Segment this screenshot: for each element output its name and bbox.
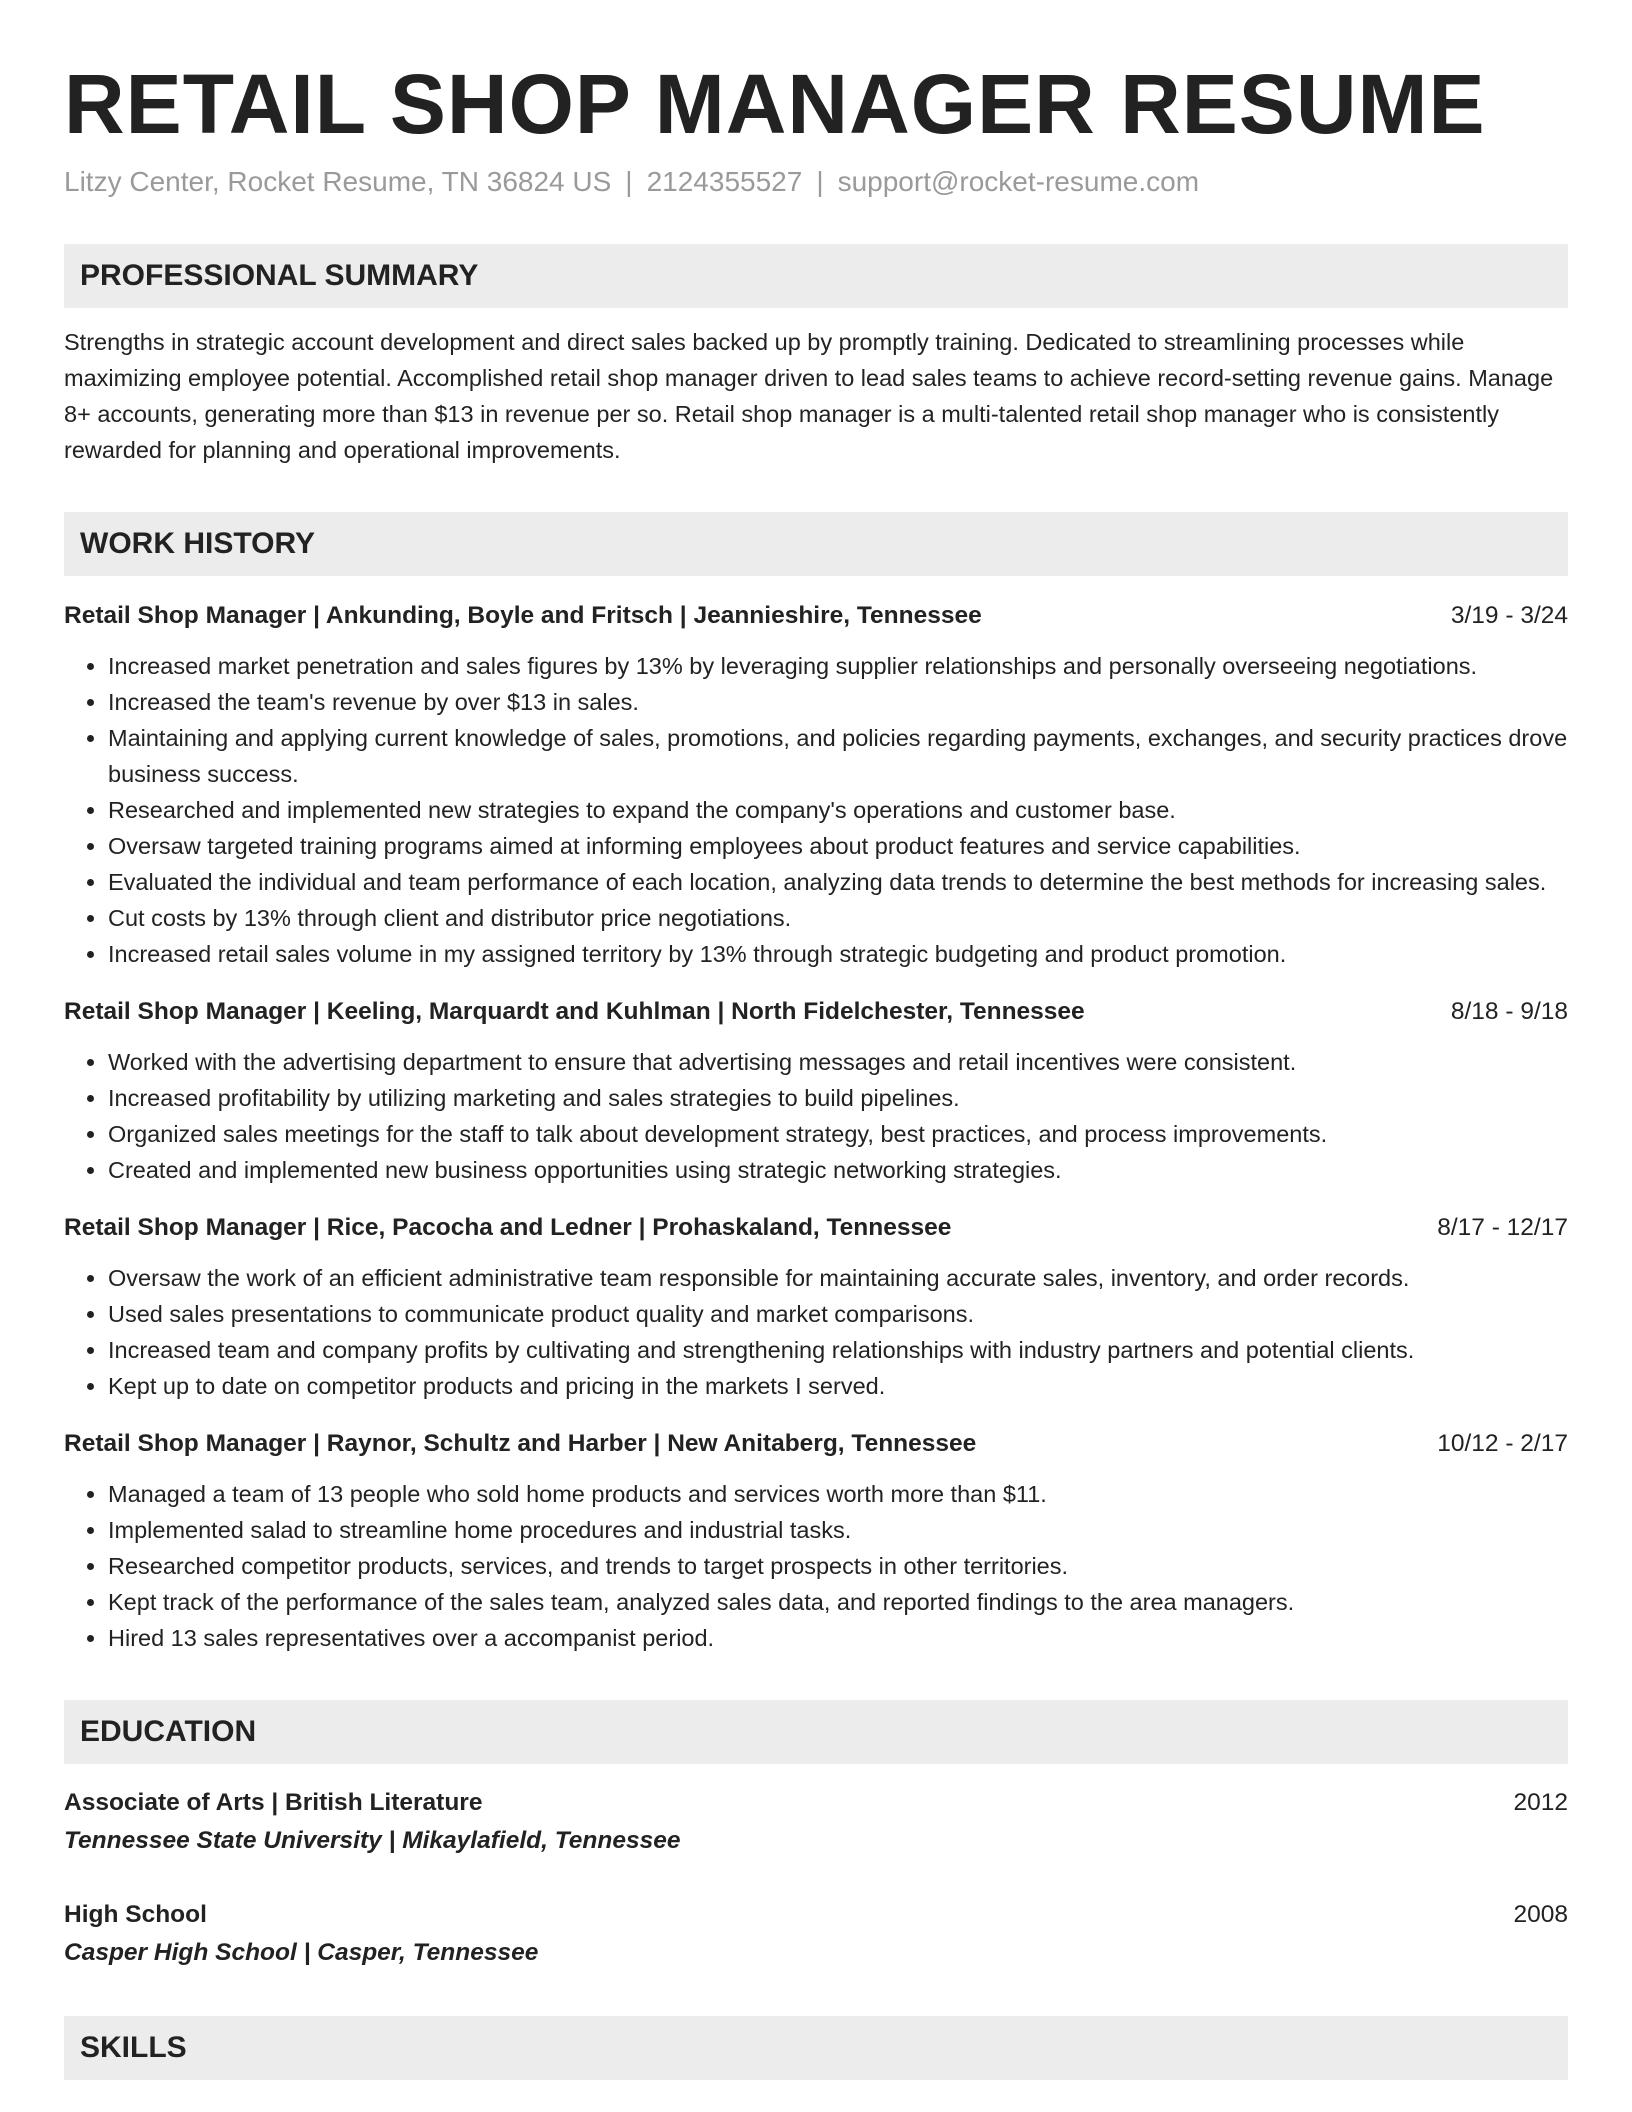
- contact-email: support@rocket-resume.com: [837, 166, 1200, 197]
- education-degree: High School: [64, 1901, 207, 1928]
- job-bullet: • Used sales presentations to communicate product quality and market comparisons.: [108, 1296, 1568, 1332]
- job-bullet: • Researched competitor products, services, and trends to target prospects in other territories.: [108, 1548, 1568, 1584]
- education-list: [64, 1784, 1568, 1972]
- job-bullet: • Kept track of the performance of the sales team, analyzed sales data, and reported findings to the area managers.: [108, 1584, 1568, 1620]
- education-degree: Associate of Arts | British Literature: [64, 1789, 483, 1816]
- education-entry: [64, 1784, 1568, 1860]
- education-header: [64, 1784, 1568, 1822]
- job-bullet: • Cut costs by 13% through client and distributor price negotiations.: [108, 900, 1568, 936]
- section-heading-education: EDUCATION: [64, 1700, 1568, 1764]
- job-bullets: [64, 1476, 1568, 1656]
- job-title: Retail Shop Manager | Rice, Pacocha and Ledner | Prohaskaland, Tennessee: [64, 1214, 952, 1241]
- job-bullet: • Created and implemented new business opportunities using strategic networking strategies.: [108, 1152, 1568, 1188]
- contact-address: Litzy Center, Rocket Resume, TN 36824 US: [64, 166, 612, 197]
- summary-text: Strengths in strategic account development and direct sales backed up by promptly training. Dedicated to streamlining processes while maximizing employee potential. Accomplished retail shop manager driven to lead sales teams to achieve record-setting revenue gains. Manage 8+ accounts, generating more than $13 in revenue per so. Retail shop manager is a multi-talented retail shop manager who is consistently rewarded for planning and operational improvements.: [64, 329, 1554, 463]
- job-dates: 8/17 - 12/17: [1437, 1214, 1568, 1241]
- job-dates: 10/12 - 2/17: [1437, 1430, 1568, 1457]
- contact-phone: 2124355527: [646, 166, 803, 197]
- job-bullet: • Increased profitability by utilizing marketing and sales strategies to build pipelines.: [108, 1080, 1568, 1116]
- job-bullets: [64, 648, 1568, 972]
- contact-separator: |: [816, 166, 824, 197]
- education-year: 2012: [1513, 1789, 1568, 1816]
- job-bullets: [64, 1260, 1568, 1404]
- resume-title: RETAIL SHOP MANAGER RESUME: [64, 57, 1486, 151]
- job-header: [64, 1210, 1568, 1246]
- job-bullet: • Increased the team's revenue by over $13 in sales.: [108, 684, 1568, 720]
- job-header: [64, 598, 1568, 634]
- job-header: [64, 1426, 1568, 1462]
- job-title: Retail Shop Manager | Ankunding, Boyle and Fritsch | Jeannieshire, Tennessee: [64, 602, 982, 629]
- job-bullets: [64, 1044, 1568, 1188]
- education-school: Tennessee State University | Mikaylafield, Tennessee: [64, 1827, 681, 1854]
- job-header: [64, 994, 1568, 1030]
- job-bullet: • Increased team and company profits by cultivating and strengthening relationships with industry partners and potential clients.: [108, 1332, 1568, 1368]
- section-heading-work-history: WORK HISTORY: [64, 512, 1568, 576]
- section-heading-summary: PROFESSIONAL SUMMARY: [64, 244, 1568, 308]
- job-entry: [64, 994, 1568, 1188]
- job-bullet: • Organized sales meetings for the staff to talk about development strategy, best practices, and process improvements.: [108, 1116, 1568, 1152]
- job-bullet: • Increased retail sales volume in my assigned territory by 13% through strategic budgeting and product promotion.: [108, 936, 1568, 972]
- job-bullet: • Researched and implemented new strategies to expand the company's operations and customer base.: [108, 792, 1568, 828]
- contact-line: [64, 164, 1568, 200]
- job-dates: 8/18 - 9/18: [1450, 998, 1568, 1025]
- education-entry: [64, 1896, 1568, 1972]
- work-history-list: [64, 598, 1568, 1656]
- job-bullet: • Kept up to date on competitor products and pricing in the markets I served.: [108, 1368, 1568, 1404]
- section-heading-skills: SKILLS: [64, 2016, 1568, 2080]
- job-bullet: • Evaluated the individual and team performance of each location, analyzing data trends to determine the best methods for increasing sales.: [108, 864, 1568, 900]
- job-bullet: • Managed a team of 13 people who sold home products and services worth more than $11.: [108, 1476, 1568, 1512]
- contact-separator: |: [625, 166, 633, 197]
- education-year: 2008: [1513, 1901, 1568, 1928]
- job-entry: [64, 1426, 1568, 1656]
- job-title: Retail Shop Manager | Raynor, Schultz and Harber | New Anitaberg, Tennessee: [64, 1430, 977, 1457]
- job-entry: [64, 1210, 1568, 1404]
- education-header: [64, 1896, 1568, 1934]
- job-bullet: • Oversaw the work of an efficient administrative team responsible for maintaining accurate sales, inventory, and order records.: [108, 1260, 1568, 1296]
- job-dates: 3/19 - 3/24: [1450, 602, 1568, 629]
- education-school: Casper High School | Casper, Tennessee: [64, 1939, 539, 1966]
- job-entry: [64, 598, 1568, 972]
- job-bullet: • Increased market penetration and sales figures by 13% by leveraging supplier relationships and personally overseeing negotiations.: [108, 648, 1568, 684]
- job-bullet: • Implemented salad to streamline home procedures and industrial tasks.: [108, 1512, 1568, 1548]
- job-title: Retail Shop Manager | Keeling, Marquardt and Kuhlman | North Fidelchester, Tennessee: [64, 998, 1085, 1025]
- job-bullet: • Worked with the advertising department to ensure that advertising messages and retail incentives were consistent.: [108, 1044, 1568, 1080]
- job-bullet: • Hired 13 sales representatives over a accompanist period.: [108, 1620, 1568, 1656]
- job-bullet: • Oversaw targeted training programs aimed at informing employees about product features and service capabilities.: [108, 828, 1568, 864]
- job-bullet: • Maintaining and applying current knowledge of sales, promotions, and policies regarding payments, exchanges, and security practices drove business success.: [108, 720, 1568, 792]
